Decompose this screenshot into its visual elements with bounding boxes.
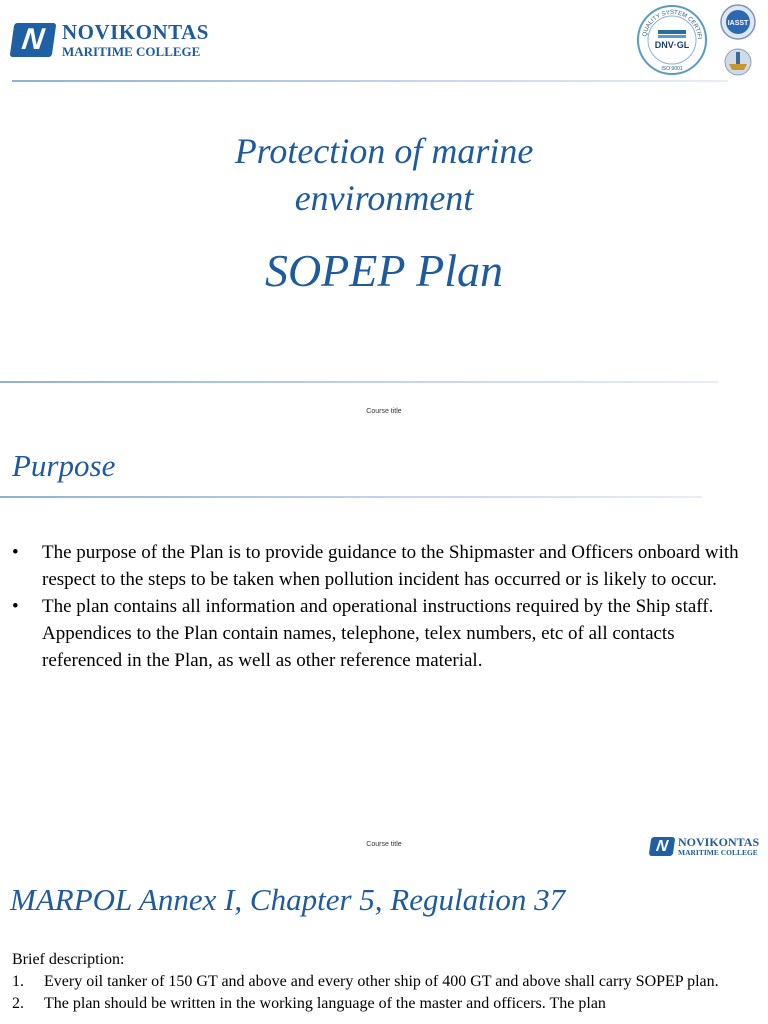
college-logo <box>12 22 209 58</box>
footer-rule <box>0 381 718 383</box>
header-rule <box>12 80 728 82</box>
bullet-item <box>12 539 752 593</box>
slide-title-line2: environment <box>294 178 474 218</box>
slide-heading: MARPOL Annex I, Chapter 5, Regulation 37 <box>10 882 566 917</box>
iassi-emblem-icon <box>714 4 762 80</box>
slide-title-line1: Protection of marine <box>234 131 534 171</box>
list-item <box>12 971 752 993</box>
intro-text: Brief description: <box>12 951 125 968</box>
iassi-seal <box>714 4 762 80</box>
logo-mark-icon: N <box>649 837 676 856</box>
logo-subname: MARITIME COLLEGE <box>62 44 201 59</box>
svg-text:ISO 9001: ISO 9001 <box>661 66 683 72</box>
footer-course-title: Course title <box>366 841 402 848</box>
footer-course-title: Course title <box>366 408 402 415</box>
list-item <box>12 993 752 1015</box>
slide-subtitle: SOPEP Plan <box>264 245 504 296</box>
logo-name: NOVIKONTAS <box>678 835 760 849</box>
dnv-seal-icon <box>636 4 708 76</box>
bullet-icon: • <box>12 542 19 563</box>
slide-purpose <box>0 440 768 860</box>
bullet-item <box>12 593 752 674</box>
description-list <box>12 949 752 1015</box>
slide-title <box>0 0 768 430</box>
list-number: 2. <box>12 995 24 1012</box>
svg-text:QUALITY SYSTEM CERTIFICATION: QUALITY SYSTEM CERTIFI <box>642 9 702 40</box>
heading-rule <box>0 496 702 498</box>
bullet-text: The purpose of the Plan is to provide guidance to the Shipmaster and Officers onboard with respect to the steps to be taken when pollution incident has occurred or is likely to occur. <box>42 542 739 590</box>
logo-subname: MARITIME COLLEGE <box>678 848 758 857</box>
list-text: Every oil tanker of 150 GT and above and every other ship of 400 GT and above shall carry SOPEP plan. <box>44 973 719 990</box>
bullet-text: The plan contains all information and operational instructions required by the Ship staff. Appendices to the Plan contain names, telephone, telex numbers, etc of all contacts referenced in the Plan, as well as other reference material. <box>42 596 714 671</box>
bullet-icon: • <box>12 596 19 617</box>
slide-heading: Purpose <box>12 448 116 483</box>
logo-mark-icon: N <box>10 23 57 57</box>
list-text: The plan should be written in the working language of the master and officers. The plan <box>44 995 606 1012</box>
footer-college-logo <box>650 836 759 857</box>
bullet-list <box>12 539 752 674</box>
dnv-certification-badge <box>636 4 708 76</box>
slide-marpol <box>0 870 768 1024</box>
svg-text:IASST: IASST <box>727 20 749 27</box>
list-number: 1. <box>12 973 24 990</box>
logo-name: NOVIKONTAS <box>62 20 209 44</box>
svg-text:DNV·GL: DNV·GL <box>654 40 690 50</box>
